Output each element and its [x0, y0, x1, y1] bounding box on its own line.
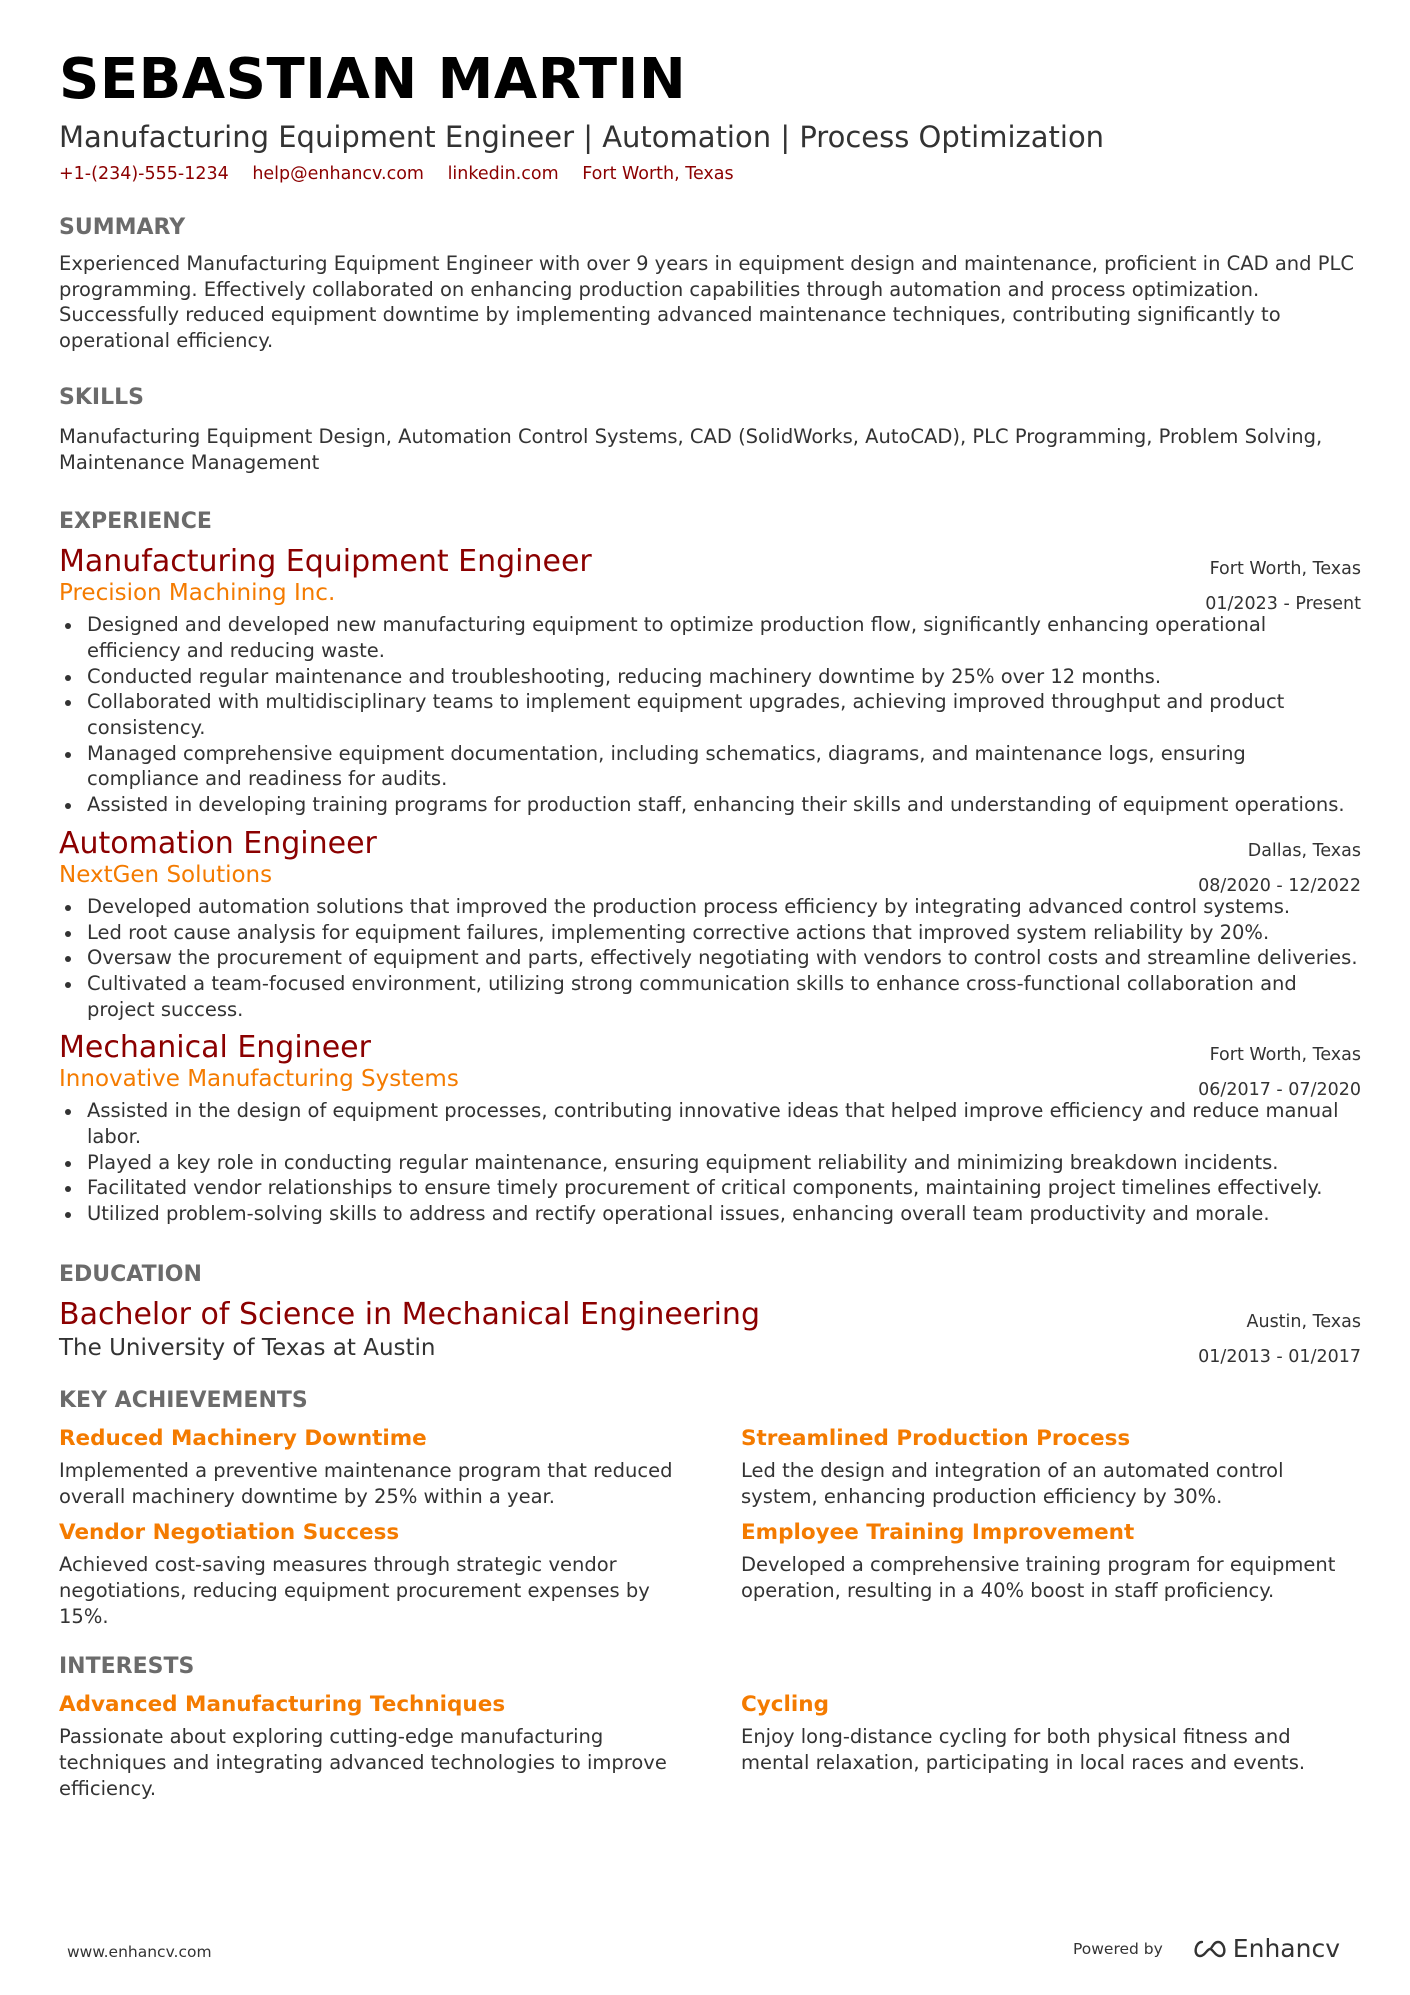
interests-grid	[59, 1681, 1361, 1801]
email-link[interactable]: help@enhancv.com	[252, 164, 424, 184]
powered-by-label: Powered by	[1072, 1939, 1163, 1958]
achievement-title: Employee Training Improvement	[741, 1520, 1135, 1546]
job-dates: 06/2017 - 07/2020	[1198, 1080, 1361, 1101]
experience-title: EXPERIENCE	[59, 509, 212, 535]
job-company: Innovative Manufacturing Systems	[59, 1066, 459, 1093]
job-entry	[59, 826, 1361, 1023]
job-bullet: Utilized problem-solving skills to address and rectify operational issues, enhancing overall team productivity and morale.	[59, 1201, 1361, 1227]
job-dates: 01/2023 - Present	[1205, 594, 1361, 615]
skills-text: Manufacturing Equipment Design, Automation Control Systems, CAD (SolidWorks, AutoCAD), PLC Programming, Problem Solving, Maintenance Management	[59, 424, 1323, 474]
phone-link[interactable]: +1-(234)-555-1234	[59, 164, 229, 184]
job-bullet: Facilitated vendor relationships to ensure timely procurement of critical components, maintaining project timelines effectively.	[59, 1175, 1361, 1201]
job-bullet: Conducted regular maintenance and troubleshooting, reducing machinery downtime by 25% over 12 months.	[59, 664, 1361, 690]
interest-text: Enjoy long-distance cycling for both physical fitness and mental relaxation, participating in local races and events.	[741, 1725, 1306, 1775]
location-text: Fort Worth, Texas	[582, 164, 734, 184]
summary-section	[59, 214, 1361, 354]
candidate-name: SEBASTIAN MARTIN	[59, 47, 687, 112]
interest-title: Cycling	[741, 1692, 829, 1718]
job-bullet: Led root cause analysis for equipment failures, implementing corrective actions that improved system reliability by 20%.	[59, 920, 1361, 946]
interests-section	[59, 1653, 1361, 1801]
job-bullet: Assisted in the design of equipment processes, contributing innovative ideas that helped improve efficiency and reduce manual labor.	[59, 1098, 1361, 1149]
job-title: Automation Engineer	[59, 825, 377, 861]
job-location: Fort Worth, Texas	[1209, 1045, 1361, 1066]
job-bullets	[59, 1098, 1361, 1227]
achievements-title: KEY ACHIEVEMENTS	[59, 1387, 308, 1413]
job-entry	[59, 1030, 1361, 1227]
enhancv-logo-icon	[1191, 1938, 1229, 1960]
achievement-text: Led the design and integration of an automated control system, enhancing production efficiency by 30%.	[741, 1458, 1284, 1508]
achievement-item	[741, 1519, 1361, 1629]
education-degree: Bachelor of Science in Mechanical Engineering	[59, 1296, 760, 1332]
job-location: Dallas, Texas	[1247, 840, 1361, 861]
job-bullet: Oversaw the procurement of equipment and parts, effectively negotiating with vendors to control costs and streamline deliveries.	[59, 945, 1361, 971]
achievement-item	[59, 1425, 679, 1509]
education-section	[59, 1261, 1361, 1367]
education-entry	[59, 1296, 1361, 1367]
job-bullet: Assisted in developing training programs for production staff, enhancing their skills and understanding of equipment operations.	[59, 792, 1361, 818]
achievement-item	[741, 1425, 1361, 1509]
job-company: NextGen Solutions	[59, 861, 273, 888]
job-title: Mechanical Engineer	[59, 1030, 371, 1066]
job-bullet: Designed and developed new manufacturing equipment to optimize production flow, significantly enhancing operational efficiency and reducing waste.	[59, 612, 1361, 663]
linkedin-link[interactable]: linkedin.com	[447, 164, 559, 184]
contact-line	[59, 162, 1361, 186]
achievement-title: Vendor Negotiation Success	[59, 1520, 400, 1546]
achievement-title: Streamlined Production Process	[741, 1425, 1131, 1451]
achievement-title: Reduced Machinery Downtime	[59, 1425, 427, 1451]
achievement-text: Achieved cost-saving measures through strategic vendor negotiations, reducing equipment procurement expenses by 15%.	[59, 1553, 650, 1628]
achievements-section	[59, 1387, 1361, 1630]
interest-item	[59, 1691, 679, 1801]
skills-section	[59, 384, 1361, 475]
summary-text: Experienced Manufacturing Equipment Engineer with over 9 years in equipment design and maintenance, proficient in CAD and PLC programming. Effectively collaborated on enhancing production capabilities through automation and process optimization. Successfully reduced equipment downtime by implementing advanced maintenance techniques, contributing significantly to operational efficiency.	[59, 252, 1354, 353]
job-entry	[59, 544, 1361, 818]
job-bullet: Collaborated with multidisciplinary teams to implement equipment upgrades, achieving improved throughput and product consistency.	[59, 689, 1361, 740]
job-location: Fort Worth, Texas	[1209, 559, 1361, 580]
education-meta	[1198, 1305, 1361, 1375]
education-location: Austin, Texas	[1246, 1311, 1361, 1332]
education-title: EDUCATION	[59, 1261, 202, 1287]
enhancv-brand: Enhancv	[1232, 1934, 1340, 1963]
achievement-text: Implemented a preventive maintenance program that reduced overall machinery downtime by 25% within a year.	[59, 1458, 673, 1508]
interests-title: INTERESTS	[59, 1654, 195, 1680]
education-dates: 01/2013 - 01/2017	[1198, 1346, 1361, 1367]
interest-item	[741, 1691, 1361, 1801]
education-school: The University of Texas at Austin	[59, 1334, 436, 1361]
interest-title: Advanced Manufacturing Techniques	[59, 1692, 506, 1718]
job-bullet: Cultivated a team-focused environment, utilizing strong communication skills to enhance cross-functional collaboration and project success.	[59, 971, 1361, 1022]
job-bullet: Played a key role in conducting regular maintenance, ensuring equipment reliability and minimizing breakdown incidents.	[59, 1150, 1361, 1176]
job-company: Precision Machining Inc.	[59, 580, 336, 607]
job-dates: 08/2020 - 12/2022	[1198, 875, 1361, 896]
job-bullets	[59, 612, 1361, 818]
footer-powered-by[interactable]	[1073, 1934, 1340, 1963]
achievements-grid	[59, 1415, 1361, 1630]
achievement-text: Developed a comprehensive training program for equipment operation, resulting in a 40% boost in staff proficiency.	[741, 1553, 1336, 1602]
job-bullet: Developed automation solutions that improved the production process efficiency by integrating advanced control systems.	[59, 894, 1361, 920]
interest-text: Passionate about exploring cutting-edge manufacturing techniques and integrating advanced technologies to improve efficiency.	[59, 1725, 667, 1800]
job-title: Manufacturing Equipment Engineer	[59, 544, 592, 580]
candidate-headline: Manufacturing Equipment Engineer | Automation | Process Optimization	[59, 120, 1105, 154]
skills-title: SKILLS	[59, 384, 144, 410]
resume-page	[59, 44, 1361, 1802]
job-bullet: Managed comprehensive equipment documentation, including schematics, diagrams, and maintenance logs, ensuring compliance and readiness for audits.	[59, 741, 1361, 792]
achievement-item	[59, 1519, 679, 1629]
experience-section	[59, 508, 1361, 1227]
summary-title: SUMMARY	[59, 215, 186, 240]
footer-website[interactable]: www.enhancv.com	[67, 1943, 212, 1961]
job-bullets	[59, 894, 1361, 1023]
